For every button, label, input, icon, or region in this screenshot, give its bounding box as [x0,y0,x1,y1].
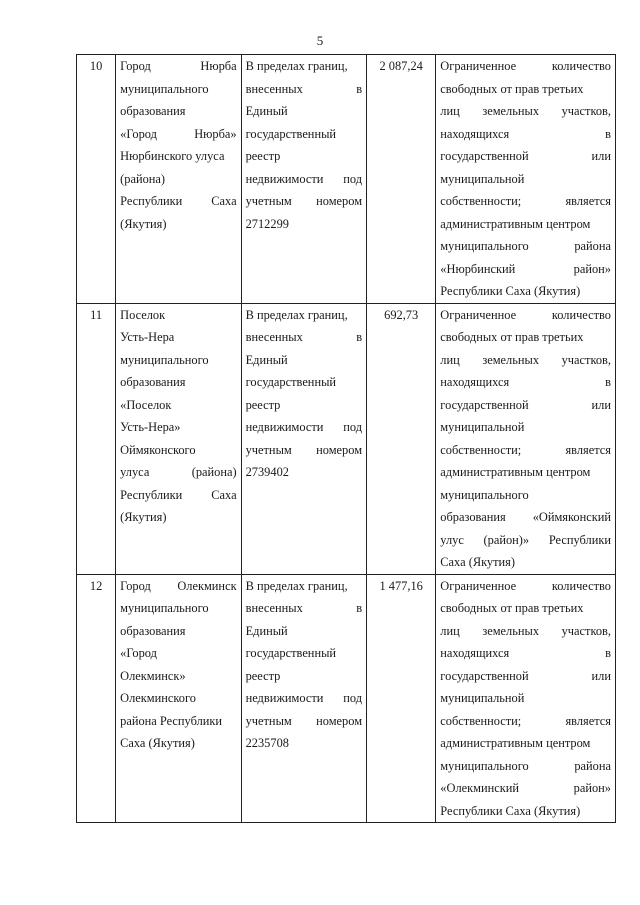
area-cell: 692,73 [367,303,436,574]
text-line [120,100,236,123]
text-word: Единый [245,623,288,638]
text-word: (района) [191,465,237,479]
text-word: 2739402 [245,465,289,479]
text-word: земельных [482,352,540,367]
settlements-table [76,54,616,823]
text-word: учетным [245,713,292,728]
text-word: государственной [440,149,529,163]
text-line [120,168,236,191]
text-word: Республики [120,194,183,208]
text-word: образования [120,623,186,638]
text-line [440,123,611,146]
text-line [120,55,236,78]
text-line [246,123,362,146]
text-word: муниципального [440,239,529,253]
text-word: участков, [561,352,611,367]
text-line [440,280,611,303]
table-row [77,55,616,304]
area-cell: 2 087,24 [367,55,436,304]
text-word: недвижимости [245,691,324,705]
text-word: административным центром [440,216,591,231]
text-word: учетным [245,194,292,208]
text-word: района [574,758,611,773]
text-line [440,190,611,213]
text-word: муниципального [120,601,209,615]
text-line [120,687,236,710]
text-word: «Город [120,646,157,660]
note-cell [436,55,616,304]
text-word: лиц [440,104,460,118]
text-line [440,145,611,168]
text-line [246,371,362,394]
text-line [246,304,362,327]
text-word: Саха (Якутия) [120,736,195,750]
text-line [246,687,362,710]
text-line [440,78,611,101]
text-word: Ограниченное [440,59,517,73]
area-cell: 1 477,16 [367,574,436,823]
text-word: улус [440,532,464,547]
text-word: Оймяконского [120,442,196,457]
text-word: район» [573,261,611,276]
text-line [440,665,611,688]
text-line [440,258,611,281]
text-word: района [574,239,611,253]
text-line [440,235,611,258]
text-word: Поселок [120,307,166,322]
text-word: государственный [245,646,337,660]
text-word: участков, [561,623,611,638]
text-word: Город [120,59,151,73]
text-line [246,145,362,168]
text-word: Республики Саха (Якутия) [440,803,581,818]
text-line [120,394,236,417]
text-word: «Оймяконский [532,510,611,524]
text-line [440,642,611,665]
text-word: муниципального [120,81,209,96]
text-line [246,349,362,372]
text-word: реестр [245,668,281,683]
text-word: в [605,375,611,389]
text-line [246,213,362,236]
settlement-name-cell [116,55,241,304]
settlement-name-cell [116,574,241,823]
text-line [246,575,362,598]
text-line [246,439,362,462]
note-cell [436,574,616,823]
boundary-description-cell [241,574,366,823]
text-word: свободных от прав третьих [440,601,584,615]
text-word: внесенных [245,601,303,615]
text-word: недвижимости [245,171,324,186]
text-line [120,642,236,665]
text-word: (Якутия) [120,510,167,524]
text-word: В пределах границ, [245,578,348,593]
text-word: является [565,194,611,208]
text-line [440,710,611,733]
text-word: является [565,442,611,457]
text-line [120,145,236,168]
text-line [246,710,362,733]
text-word: участков, [561,104,611,118]
text-line [120,575,236,598]
text-word: под [343,420,363,434]
text-word: номером [316,442,363,457]
text-line [440,213,611,236]
text-line [120,620,236,643]
note-cell [436,303,616,574]
text-line [440,597,611,620]
text-word: Саха [211,487,237,502]
text-line [246,665,362,688]
text-line [440,304,611,327]
text-word: Усть-Нера» [120,420,181,434]
text-line [440,484,611,507]
text-word: административным центром [440,736,591,750]
text-word: или [591,668,611,683]
text-line [440,551,611,574]
text-line [120,484,236,507]
row-number: 10 [77,55,116,304]
text-line [246,732,362,755]
text-line [440,461,611,484]
text-word: лиц [440,623,460,638]
text-word: собственности; [440,713,522,728]
text-line [120,665,236,688]
text-line [440,732,611,755]
text-word: свободных от прав третьих [440,81,584,96]
boundary-description-cell [241,55,366,304]
text-word: Олекминск [177,578,237,593]
text-word: Олекминск» [120,668,186,683]
text-word: под [343,171,363,186]
text-line [440,394,611,417]
text-word: находящихся [440,375,510,389]
text-line [120,304,236,327]
text-line [246,394,362,417]
text-line [120,506,236,529]
text-word: государственный [245,126,337,141]
text-line [120,326,236,349]
page-number: 5 [316,33,324,48]
text-line [246,461,362,484]
text-line [440,687,611,710]
text-word: Единый [245,352,288,367]
text-word: или [591,149,611,163]
text-line [246,326,362,349]
table-row [77,574,616,823]
text-word: количество [551,307,611,322]
text-line [120,461,236,484]
text-line [440,100,611,123]
text-line [440,777,611,800]
text-word: собственности; [440,194,522,208]
text-line [246,55,362,78]
text-word: «Олекминский [440,781,520,795]
text-word: Город [120,578,151,593]
text-line [246,168,362,191]
text-word: административным центром [440,465,591,479]
text-word: учетным [245,442,292,457]
text-word: Нюрба» [194,126,237,141]
text-line [440,416,611,439]
text-word: собственности; [440,442,522,457]
text-word: Усть-Нера [120,330,175,344]
text-word: реестр [245,149,281,163]
text-word: под [343,691,363,705]
text-line [440,349,611,372]
text-line [120,78,236,101]
text-word: в [356,81,363,96]
text-word: государственный [245,375,337,389]
text-line [246,597,362,620]
text-word: свободных от прав третьих [440,330,584,344]
text-word: лиц [440,352,460,367]
text-word: муниципального [120,352,209,367]
text-word: в [356,330,363,344]
text-word: муниципальной [440,691,525,705]
text-word: Саха [211,194,237,208]
text-word: номером [316,194,363,208]
text-word: Единый [245,104,288,118]
text-word: Республики Саха (Якутия) [440,284,581,298]
text-line [440,575,611,598]
text-word: Республики [548,532,611,547]
text-line [246,190,362,213]
text-line [440,168,611,191]
text-word: внесенных [245,330,303,344]
text-line [120,349,236,372]
text-word: Ограниченное [440,307,517,322]
row-number: 12 [77,574,116,823]
text-line [440,371,611,394]
text-word: Ограниченное [440,578,517,593]
text-word: муниципального [440,487,529,502]
text-word: Нюрбинского улуса [120,149,225,163]
text-word: Саха (Якутия) [440,555,515,569]
text-word: образования [440,510,506,524]
text-word: В пределах границ, [245,307,348,322]
text-line [120,710,236,733]
text-word: находящихся [440,646,510,660]
text-line [440,55,611,78]
text-word: Олекминского [120,691,196,705]
text-line [120,371,236,394]
text-line [120,416,236,439]
text-word: (Якутия) [120,216,167,231]
text-line [440,326,611,349]
text-word: (района) [120,171,166,186]
text-word: 2235708 [245,736,289,750]
text-word: или [591,397,611,412]
text-word: района Республики [120,713,223,728]
text-word: является [565,713,611,728]
text-word: образования [120,375,186,389]
text-word: муниципального [440,758,529,773]
text-word: «Нюрбинский [440,261,516,276]
text-line [120,123,236,146]
text-line [440,529,611,552]
text-word: земельных [482,104,540,118]
text-word: государственной [440,397,529,412]
text-word: муниципальной [440,420,525,434]
text-word: количество [551,578,611,593]
text-line [120,439,236,462]
text-word: В пределах границ, [245,59,348,73]
text-line [246,416,362,439]
text-word: недвижимости [245,420,324,434]
text-line [440,620,611,643]
text-line [440,800,611,823]
text-word: реестр [245,397,281,412]
text-line [120,190,236,213]
text-word: образования [120,104,186,118]
text-line [246,642,362,665]
row-number: 11 [77,303,116,574]
text-line [246,78,362,101]
settlement-name-cell [116,303,241,574]
text-line [120,597,236,620]
text-word: государственной [440,668,529,683]
text-line [246,100,362,123]
text-word: район» [573,781,611,795]
text-word: 2712299 [245,216,289,231]
text-word: (район)» [483,532,530,547]
text-word: номером [316,713,363,728]
text-word: в [605,126,611,141]
text-word: улуса [120,465,150,479]
text-line [440,755,611,778]
text-line [120,732,236,755]
text-word: Республики [120,487,183,502]
text-word: в [605,646,611,660]
text-word: Нюрба [200,59,237,73]
text-word: внесенных [245,81,303,96]
text-line [120,213,236,236]
text-word: количество [551,59,611,73]
text-word: находящихся [440,126,510,141]
text-line [440,506,611,529]
boundary-description-cell [241,303,366,574]
text-word: «Поселок [120,397,172,412]
text-word: муниципальной [440,171,525,186]
text-word: «Город [120,126,157,141]
text-line [440,439,611,462]
table-row [77,303,616,574]
text-word: земельных [482,623,540,638]
text-word: в [356,601,363,615]
text-line [246,620,362,643]
